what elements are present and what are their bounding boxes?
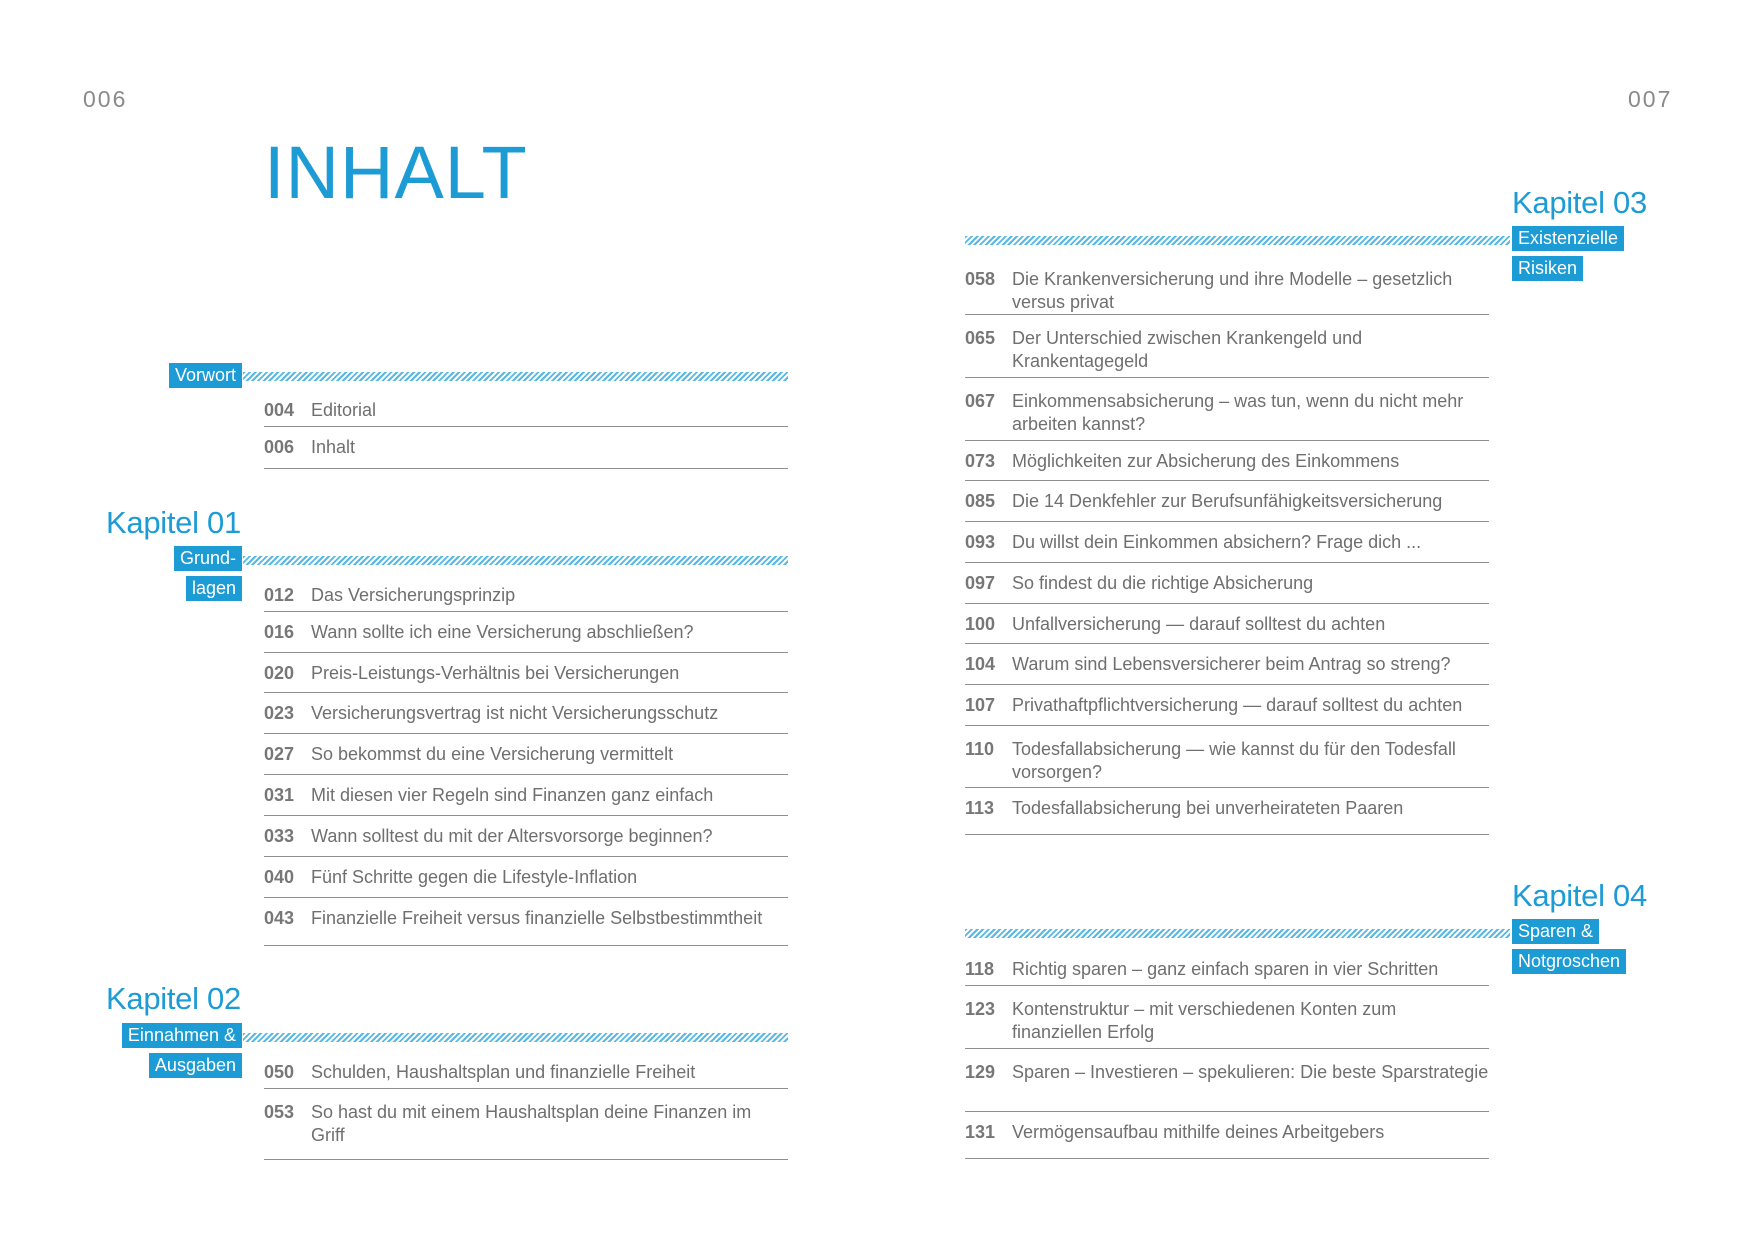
toc-page-number: 093 xyxy=(965,532,996,552)
toc-page-number: 033 xyxy=(264,826,295,846)
toc-entry xyxy=(264,612,788,653)
toc-entry xyxy=(965,481,1489,522)
toc-page-number: 006 xyxy=(264,437,295,457)
toc-page-number: 058 xyxy=(965,269,996,289)
toc-page-number: 118 xyxy=(965,959,995,979)
toc-entry-title: So bekommst du eine Versicherung vermittelt xyxy=(311,744,674,764)
toc-entry xyxy=(965,986,1489,1049)
section-tag: Notgroschen xyxy=(1512,949,1626,974)
toc-entry-title: Der Unterschied zwischen Krankengeld und Krankentagegeld xyxy=(1012,328,1363,371)
toc-page-number: 004 xyxy=(264,400,295,420)
toc-entry-title: Kontenstruktur – mit verschiedenen Konten zum finanziellen Erfolg xyxy=(1012,999,1397,1042)
toc-entry xyxy=(965,1049,1489,1112)
toc-page-number: 129 xyxy=(965,1062,996,1082)
toc-entry-title: Die Krankenversicherung und ihre Modelle – gesetzlich versus privat xyxy=(1012,269,1453,312)
toc-entry xyxy=(965,256,1489,315)
toc-list xyxy=(264,1052,788,1160)
toc-entry-title: Schulden, Haushaltsplan und finanzielle Freiheit xyxy=(311,1062,696,1082)
toc-entry xyxy=(264,898,788,946)
toc-page-number: 073 xyxy=(965,451,996,471)
toc-page-number: 012 xyxy=(264,585,295,605)
toc-entry xyxy=(264,816,788,857)
toc-entry xyxy=(965,604,1489,644)
toc-entry-title: Todesfallabsicherung bei unverheirateten Paaren xyxy=(1012,798,1404,818)
toc-page-number: 050 xyxy=(264,1062,295,1082)
toc-entry xyxy=(965,441,1489,481)
toc-entry-title: Inhalt xyxy=(311,437,356,457)
toc-page-number: 110 xyxy=(965,739,995,759)
chapter-heading: Kapitel 01 xyxy=(106,505,241,540)
section-tag: Sparen & xyxy=(1512,919,1599,944)
toc-list xyxy=(264,390,788,469)
toc-page-number: 053 xyxy=(264,1102,295,1122)
toc-entry-title: So findest du die richtige Absicherung xyxy=(1012,573,1314,593)
toc-page-number: 085 xyxy=(965,491,996,511)
toc-entry xyxy=(264,575,788,612)
toc-entry xyxy=(965,563,1489,604)
toc-entry xyxy=(965,949,1489,986)
hatch-rule xyxy=(243,556,788,565)
toc-page-number: 065 xyxy=(965,328,996,348)
toc-entry-title: Vermögensaufbau mithilfe deines Arbeitgebers xyxy=(1012,1122,1385,1142)
toc-entry xyxy=(965,315,1489,378)
section-tag: Einnahmen & xyxy=(122,1023,242,1048)
toc-entry xyxy=(264,857,788,898)
toc-page-number: 027 xyxy=(264,744,295,764)
toc-page-number: 043 xyxy=(264,908,295,928)
toc-entry xyxy=(965,685,1489,726)
hatch-rule xyxy=(243,372,788,381)
toc-entry-title: Warum sind Lebensversicherer beim Antrag so streng? xyxy=(1012,654,1451,674)
toc-entry-title: Richtig sparen – ganz einfach sparen in vier Schritten xyxy=(1012,959,1439,979)
chapter-heading: Kapitel 04 xyxy=(1512,878,1647,913)
toc-entry-title: Sparen – Investieren – spekulieren: Die beste Sparstrategie xyxy=(1012,1062,1489,1082)
toc-entry-title: Wann sollte ich eine Versicherung abschließen? xyxy=(311,622,694,642)
toc-page-number: 020 xyxy=(264,663,295,683)
toc-entry xyxy=(965,1112,1489,1159)
toc-entry-title: Versicherungsvertrag ist nicht Versicherungsschutz xyxy=(311,703,719,723)
toc-page-number: 016 xyxy=(264,622,295,642)
toc-page-number: 107 xyxy=(965,695,996,715)
toc-page-number: 023 xyxy=(264,703,295,723)
toc-entry xyxy=(264,653,788,693)
toc-list xyxy=(965,949,1489,1159)
toc-entry xyxy=(264,427,788,469)
toc-page-number: 123 xyxy=(965,999,996,1019)
hatch-rule xyxy=(965,236,1510,245)
toc-entry-title: Das Versicherungsprinzip xyxy=(311,585,516,605)
toc-entry-title: Du willst dein Einkommen absichern? Frage dich ... xyxy=(1012,532,1422,552)
toc-entry-title: Mit diesen vier Regeln sind Finanzen ganz einfach xyxy=(311,785,714,805)
toc-entry-title: Unfallversicherung — darauf solltest du achten xyxy=(1012,614,1386,634)
page-number-left: 006 xyxy=(83,86,128,112)
toc-page-number: 131 xyxy=(965,1122,996,1142)
toc-page-number: 067 xyxy=(965,391,996,411)
toc-entry-title: Finanzielle Freiheit versus finanzielle Selbstbestimmtheit xyxy=(311,908,763,928)
toc-page-number: 040 xyxy=(264,867,295,887)
toc-entry-title: Möglichkeiten zur Absicherung des Einkommens xyxy=(1012,451,1400,471)
toc-entry xyxy=(264,390,788,427)
hatch-rule xyxy=(965,929,1510,938)
toc-entry xyxy=(264,775,788,816)
toc-entry xyxy=(264,693,788,734)
toc-entry-title: Editorial xyxy=(311,400,377,420)
section-tag: Vorwort xyxy=(169,363,242,388)
toc-entry xyxy=(965,378,1489,441)
section-tag: Risiken xyxy=(1512,256,1583,281)
section-tag: Grund- xyxy=(174,546,242,571)
toc-entry xyxy=(965,522,1489,563)
toc-entry-title: So hast du mit einem Haushaltsplan deine Finanzen im Griff xyxy=(311,1102,752,1145)
toc-list xyxy=(264,575,788,946)
toc-entry-title: Wann solltest du mit der Altersvorsorge beginnen? xyxy=(311,826,713,846)
toc-entry xyxy=(965,726,1489,788)
toc-entry xyxy=(264,734,788,775)
toc-entry-title: Einkommensabsicherung – was tun, wenn du nicht mehr arbeiten kannst? xyxy=(1012,391,1464,434)
toc-entry-title: Todesfallabsicherung — wie kannst du für den Todesfall vorsorgen? xyxy=(1012,739,1456,782)
toc-list xyxy=(965,256,1489,835)
toc-page-number: 104 xyxy=(965,654,996,674)
toc-entry-title: Preis-Leistungs-Verhältnis bei Versicherungen xyxy=(311,663,680,683)
toc-entry xyxy=(264,1052,788,1089)
toc-entry xyxy=(965,788,1489,835)
toc-entry-title: Fünf Schritte gegen die Lifestyle-Inflation xyxy=(311,867,638,887)
section-tag: Existenzielle xyxy=(1512,226,1624,251)
toc-page-number: 097 xyxy=(965,573,996,593)
chapter-heading: Kapitel 03 xyxy=(1512,185,1647,220)
hatch-rule xyxy=(243,1033,788,1042)
toc-entry-title: Die 14 Denkfehler zur Berufsunfähigkeitsversicherung xyxy=(1012,491,1443,511)
page-number-right: 007 xyxy=(1628,86,1673,112)
toc-entry-title: Privathaftpflichtversicherung — darauf solltest du achten xyxy=(1012,695,1463,715)
toc-page-number: 031 xyxy=(264,785,295,805)
chapter-heading: Kapitel 02 xyxy=(106,981,241,1016)
toc-page-number: 100 xyxy=(965,614,996,634)
section-tag: lagen xyxy=(186,576,242,601)
toc-entry xyxy=(264,1089,788,1160)
toc-entry xyxy=(965,644,1489,685)
section-tag: Ausgaben xyxy=(149,1053,242,1078)
toc-page-number: 113 xyxy=(965,798,995,818)
page-title: INHALT xyxy=(264,131,528,214)
